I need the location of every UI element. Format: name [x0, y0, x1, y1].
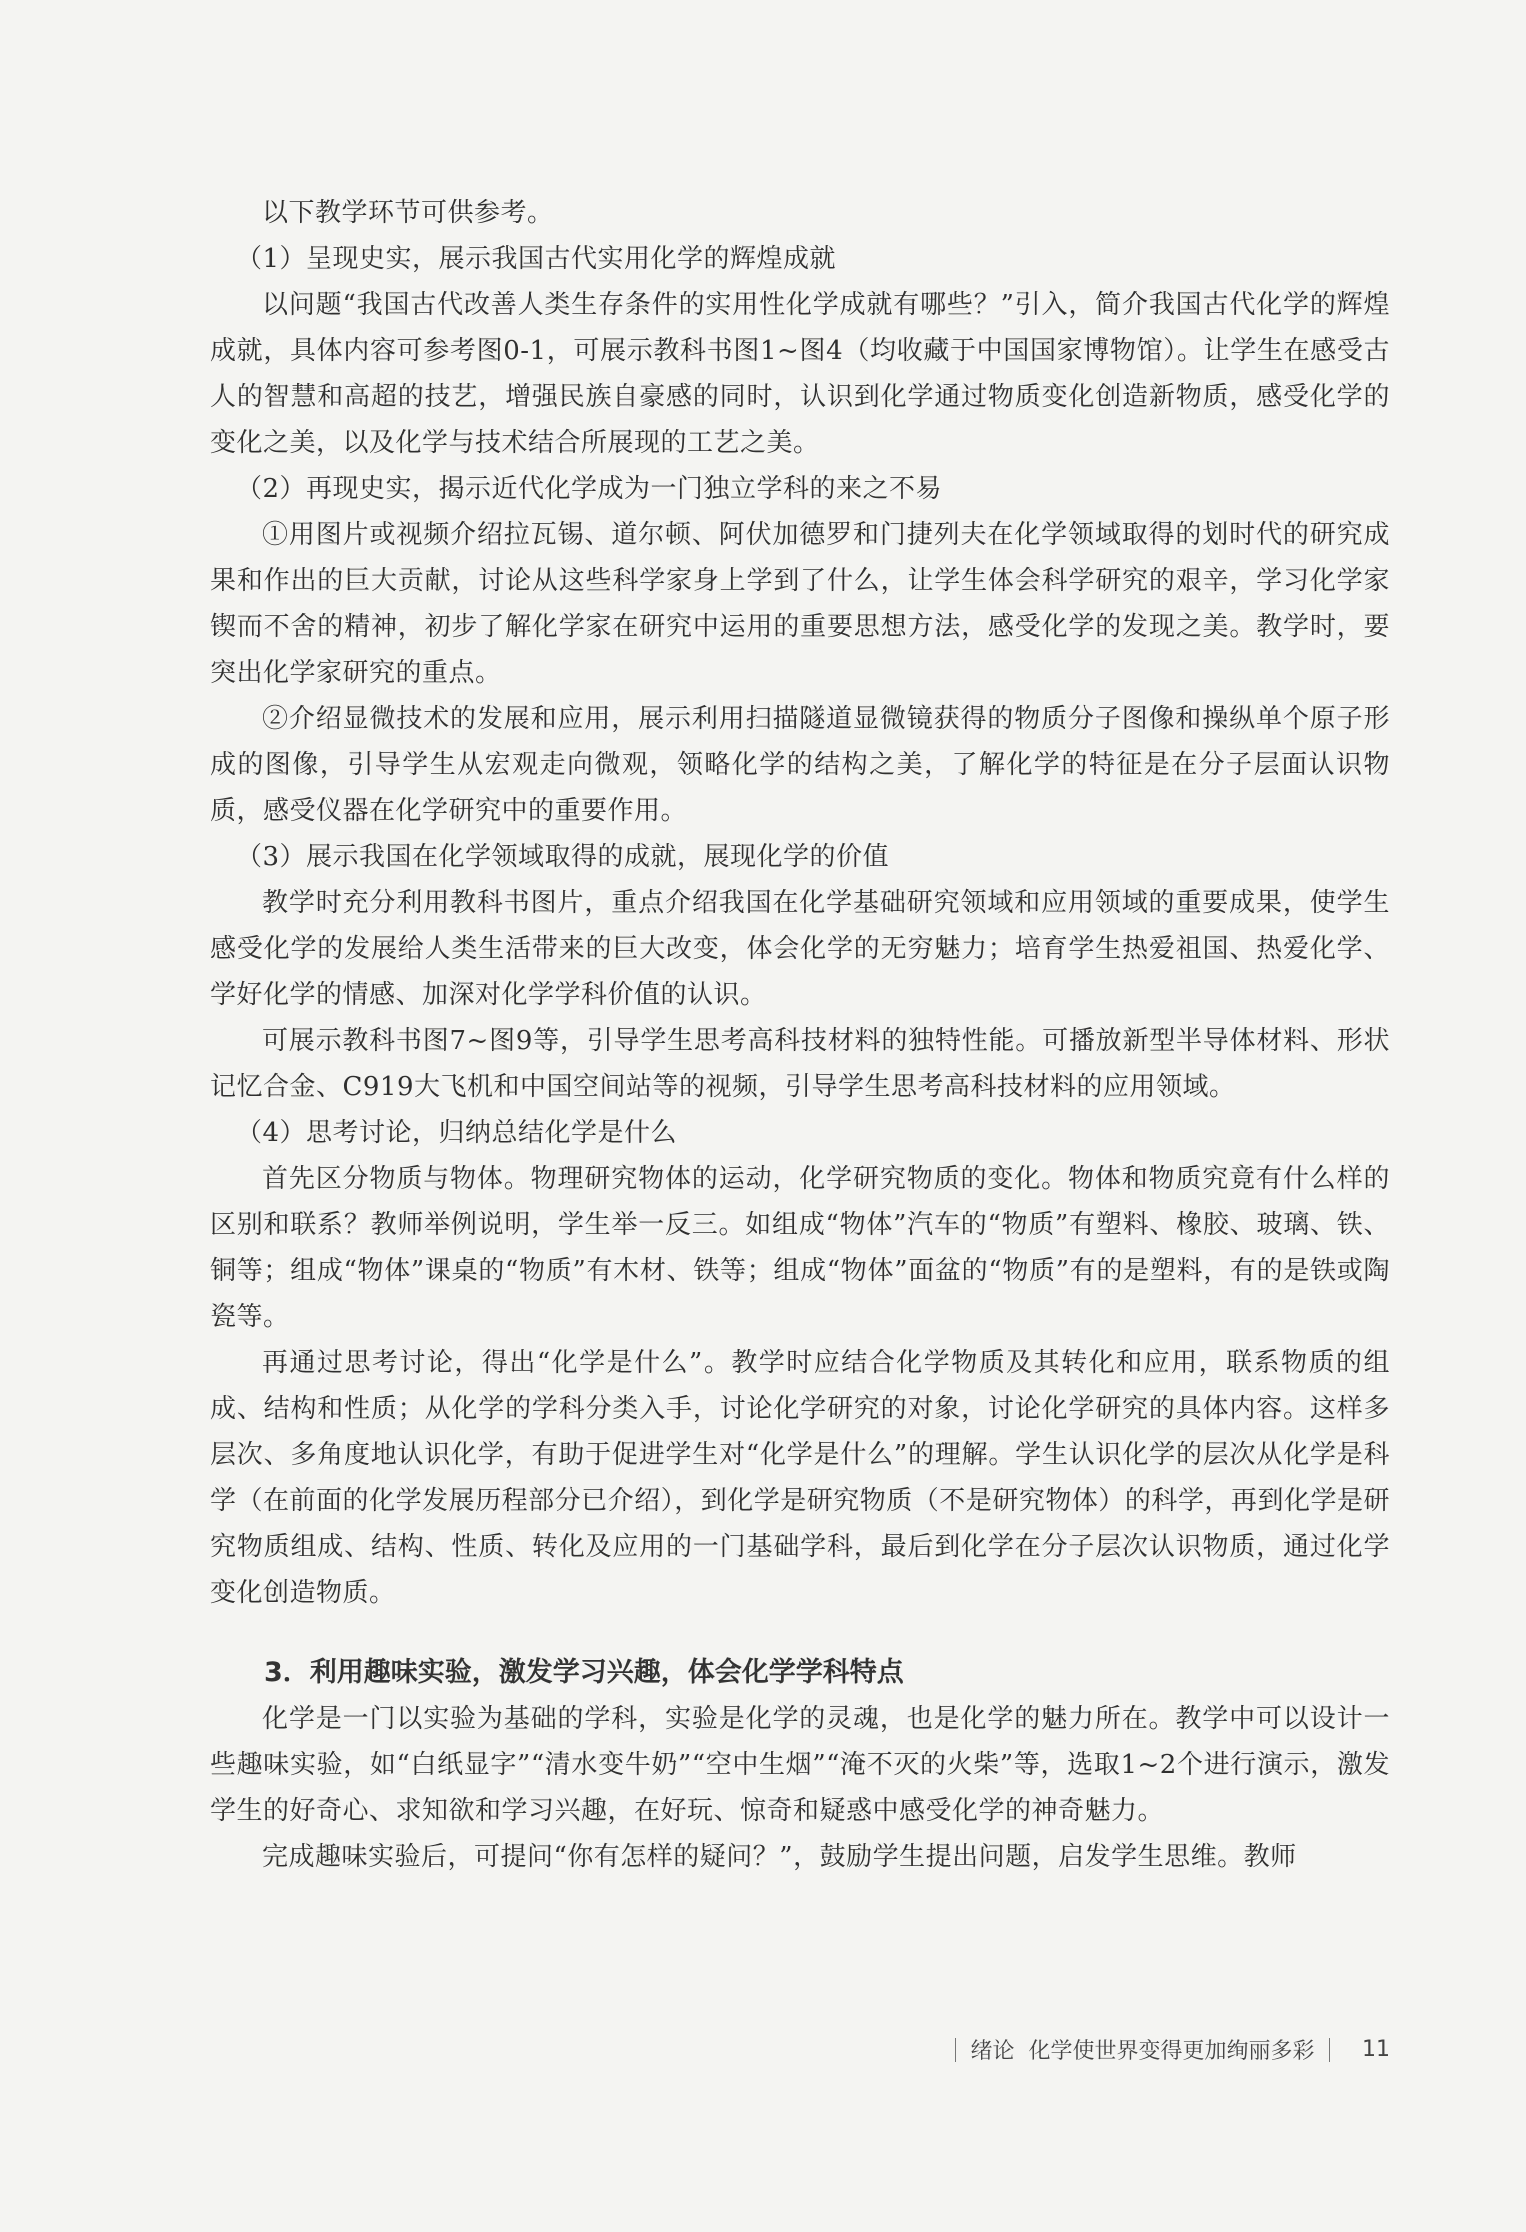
paragraph-ancient-chemistry: 以问题“我国古代改善人类生存条件的实用性化学成就有哪些？”引入，简介我国古代化学的辉煌成就，具体内容可参考图0-1，可展示教科书图1~图4（均收藏于中国国家博物馆）。让学生在感受古人的智慧和高超的技艺，增强民族自豪感的同时，认识到化学通过物质变化创造新物质，感受化学的变化之美，以及化学与技术结合所展现的工艺之美。 [210, 290, 1390, 458]
paragraph-matter-vs-object: 首先区分物质与物体。物理研究物体的运动，化学研究物质的变化。物体和物质究竟有什么样的区别和联系？教师举例说明，学生举一反三。如组成“物体”汽车的“物质”有塑料、橡胶、玻璃、铁、铜等；组成“物体”课桌的“物质”有木材、铁等；组成“物体”面盆的“物质”有的是塑料，有的是铁或陶瓷等。 [210, 1164, 1390, 1332]
page-footer [955, 2034, 1390, 2065]
subheading-2: （2）再现史实，揭示近代化学成为一门独立学科的来之不易 [236, 474, 943, 504]
page-number: 11 [1362, 2037, 1390, 2062]
section-3-title: 3．利用趣味实验，激发学习兴趣，体会化学学科特点 [264, 1657, 904, 1688]
paragraph-intro: 以下教学环节可供参考。 [262, 198, 554, 228]
subheading-1: （1）呈现史实，展示我国古代实用化学的辉煌成就 [236, 244, 837, 274]
footer-title: 化学使世界变得更加绚丽多彩 [1028, 2039, 1315, 2064]
paragraph-materials: 可展示教科书图7~图9等，引导学生思考高科技材料的独特性能。可播放新型半导体材料、形状记忆合金、C919大飞机和中国空间站等的视频，引导学生思考高科技材料的应用领域。 [210, 1026, 1390, 1102]
paragraph-achievements: 教学时充分利用教科书图片，重点介绍我国在化学基础研究领域和应用领域的重要成果，使学生感受化学的发展给人类生活带来的巨大改变，体会化学的无穷魅力；培育学生热爱祖国、热爱化学、学好化学的情感、加深对化学学科价值的认识。 [210, 888, 1390, 1010]
footer-chapter: 绪论 [970, 2039, 1015, 2064]
footer-divider [1329, 2038, 1331, 2062]
subheading-4: （4）思考讨论，归纳总结化学是什么 [236, 1118, 678, 1148]
paragraph-experiments: 化学是一门以实验为基础的学科，实验是化学的灵魂，也是化学的魅力所在。教学中可以设计一些趣味实验，如“白纸显字”“清水变牛奶”“空中生烟”“淹不灭的火柴”等，选取1~2个进行演示，激发学生的好奇心、求知欲和学习兴趣，在好玩、惊奇和疑惑中感受化学的神奇魅力。 [210, 1704, 1390, 1826]
footer-divider [955, 2038, 957, 2062]
paragraph-microscopy: ②介绍显微技术的发展和应用，展示利用扫描隧道显微镜获得的物质分子图像和操纵单个原子形成的图像，引导学生从宏观走向微观，领略化学的结构之美，了解化学的特征是在分子层面认识物质，感受仪器在化学研究中的重要作用。 [210, 704, 1390, 826]
paragraph-scientists: ①用图片或视频介绍拉瓦锡、道尔顿、阿伏加德罗和门捷列夫在化学领域取得的划时代的研究成果和作出的巨大贡献，讨论从这些科学家身上学到了什么，让学生体会科学研究的艰辛，学习化学家锲而不舍的精神，初步了解化学家在研究中运用的重要思想方法，感受化学的发现之美。教学时，要突出化学家研究的重点。 [210, 520, 1390, 688]
subheading-3: （3）展示我国在化学领域取得的成就，展现化学的价值 [236, 842, 890, 872]
page-body [210, 190, 1390, 1880]
paragraph-questions: 完成趣味实验后，可提问“你有怎样的疑问？”，鼓励学生提出问题，启发学生思维。教师 [262, 1842, 1297, 1872]
paragraph-what-is-chemistry: 再通过思考讨论，得出“化学是什么”。教学时应结合化学物质及其转化和应用，联系物质的组成、结构和性质；从化学的学科分类入手，讨论化学研究的对象，讨论化学研究的具体内容。这样多层次、多角度地认识化学，有助于促进学生对“化学是什么”的理解。学生认识化学的层次从化学是科学（在前面的化学发展历程部分已介绍），到化学是研究物质（不是研究物体）的科学，再到化学是研究物质组成、结构、性质、转化及应用的一门基础学科，最后到化学在分子层次认识物质，通过化学变化创造物质。 [210, 1348, 1390, 1608]
